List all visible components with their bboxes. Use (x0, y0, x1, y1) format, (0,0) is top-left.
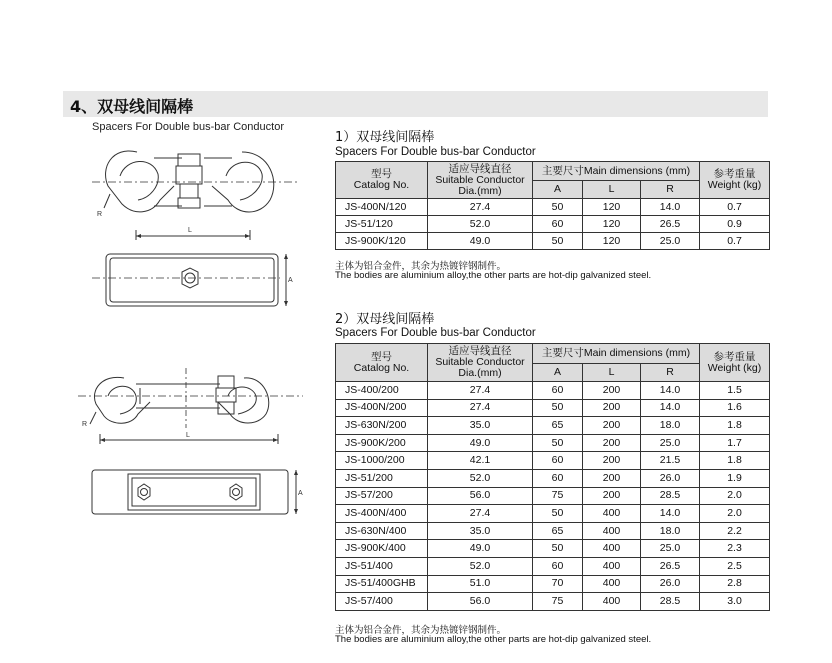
cell-l: 400 (583, 522, 641, 540)
header-dims-en: Main dimensions (mm) (583, 347, 691, 359)
cell-r: 14.0 (641, 505, 700, 523)
cell-model: JS-51/120 (336, 216, 428, 233)
header-model-en: Catalog No. (353, 361, 410, 374)
cell-a: 65 (533, 522, 583, 540)
dim-label-l-2: L (186, 432, 190, 439)
block2-note-en: The bodies are aluminium alloy,the other parts are hot-dip galvanized steel. (335, 634, 652, 645)
cell-a: 60 (533, 382, 583, 400)
header-model-cn: 型号 (371, 350, 392, 363)
cell-l: 120 (583, 233, 641, 250)
table-row (336, 216, 770, 233)
block1-title-en: Spacers For Double bus-bar Conductor (335, 146, 536, 158)
cell-weight: 2.0 (700, 505, 770, 523)
section-title: 4、双母线间隔棒 (70, 97, 194, 116)
cell-weight: 1.9 (700, 469, 770, 487)
cell-model: JS-630N/200 (336, 417, 428, 435)
table-row (336, 575, 770, 593)
cell-r: 25.0 (641, 233, 700, 250)
cell-r: 25.0 (641, 434, 700, 452)
spec-table-120 (335, 161, 770, 250)
cell-model: JS-400/200 (336, 382, 428, 400)
cell-r: 26.5 (641, 216, 700, 233)
cell-a: 60 (533, 557, 583, 575)
cell-weight: 1.8 (700, 452, 770, 470)
cell-a: 60 (533, 469, 583, 487)
cell-dia: 35.0 (428, 417, 533, 435)
cell-weight: 0.7 (700, 233, 770, 250)
cell-r: 14.0 (641, 382, 700, 400)
cell-model: JS-1000/200 (336, 452, 428, 470)
cell-l: 200 (583, 434, 641, 452)
cell-model: JS-51/400GHB (336, 575, 428, 593)
header-dia (428, 162, 533, 199)
block2-title-cn: 2）双母线间隔棒 (335, 312, 435, 327)
cell-dia: 49.0 (428, 233, 533, 250)
cell-a: 50 (533, 199, 583, 216)
cell-a: 75 (533, 593, 583, 611)
header-weight-en: Weight (kg) (707, 361, 762, 374)
cell-weight: 2.3 (700, 540, 770, 558)
cell-r: 26.0 (641, 469, 700, 487)
table-row (336, 505, 770, 523)
cell-r: 25.0 (641, 540, 700, 558)
table-row (336, 399, 770, 417)
header-model-cn: 型号 (371, 168, 392, 180)
cell-l: 200 (583, 487, 641, 505)
cell-dia: 52.0 (428, 469, 533, 487)
cell-a: 60 (533, 452, 583, 470)
table-row (336, 540, 770, 558)
dim-label-r-2: R (82, 421, 88, 428)
cell-r: 14.0 (641, 399, 700, 417)
cell-dia: 35.0 (428, 522, 533, 540)
cell-dia: 49.0 (428, 540, 533, 558)
cell-a: 70 (533, 575, 583, 593)
block1-note-cn: 主体为铝合金件，其余为热镀锌钢制件。 (335, 261, 507, 272)
cell-a: 60 (533, 216, 583, 233)
cell-dia: 27.4 (428, 199, 533, 216)
header-dia-en2: Dia.(mm) (458, 184, 502, 197)
table-row (336, 469, 770, 487)
header-dims (533, 162, 700, 181)
header-dia-en1: Suitable Conductor (435, 173, 525, 186)
header-model-en: Catalog No. (353, 179, 410, 191)
cell-l: 200 (583, 452, 641, 470)
header-dims-cn: 主要尺寸 (541, 347, 584, 359)
spacer-120-top-drawing (92, 248, 302, 312)
cell-weight: 1.5 (700, 382, 770, 400)
cell-r: 26.5 (641, 557, 700, 575)
cell-dia: 27.4 (428, 382, 533, 400)
cell-r: 26.0 (641, 575, 700, 593)
spacer-200-top-drawing (88, 466, 308, 518)
block1-title-cn: 1）双母线间隔棒 (335, 130, 435, 145)
header-dims-cn: 主要尺寸 (541, 164, 584, 177)
cell-a: 50 (533, 434, 583, 452)
header-weight (700, 162, 770, 199)
left-caption: Spacers For Double bus-bar Conductor (92, 121, 284, 133)
table-row (336, 382, 770, 400)
cell-weight: 1.8 (700, 417, 770, 435)
cell-model: JS-57/400 (336, 593, 428, 611)
cell-dia: 27.4 (428, 505, 533, 523)
cell-weight: 2.0 (700, 487, 770, 505)
header-dims-en: Main dimensions (mm) (583, 164, 691, 177)
header-a: A (533, 364, 583, 382)
cell-a: 50 (533, 233, 583, 250)
header-r: R (641, 364, 700, 382)
cell-dia: 56.0 (428, 487, 533, 505)
table-row (336, 417, 770, 435)
cell-model: JS-900K/400 (336, 540, 428, 558)
header-dia-en2: Dia.(mm) (458, 367, 502, 379)
cell-a: 75 (533, 487, 583, 505)
cell-a: 50 (533, 399, 583, 417)
block1-note-en: The bodies are aluminium alloy,the other parts are hot-dip galvanized steel. (335, 270, 652, 281)
cell-dia: 52.0 (428, 216, 533, 233)
cell-a: 50 (533, 505, 583, 523)
header-dia (428, 344, 533, 382)
cell-l: 120 (583, 216, 641, 233)
cell-r: 14.0 (641, 199, 700, 216)
table-row (336, 434, 770, 452)
table-row (336, 199, 770, 216)
dim-label-r: R (97, 211, 103, 218)
cell-model: JS-900K/120 (336, 233, 428, 250)
cell-r: 18.0 (641, 522, 700, 540)
cell-model: JS-900K/200 (336, 434, 428, 452)
header-dia-cn: 适应导线直径 (448, 162, 512, 175)
cell-l: 200 (583, 469, 641, 487)
cell-l: 120 (583, 199, 641, 216)
header-weight-en: Weight (kg) (707, 179, 762, 191)
table-row (336, 593, 770, 611)
cell-model: JS-51/200 (336, 469, 428, 487)
spec-table-200-400 (335, 343, 770, 611)
cell-r: 21.5 (641, 452, 700, 470)
cell-l: 400 (583, 540, 641, 558)
cell-weight: 2.5 (700, 557, 770, 575)
cell-weight: 2.8 (700, 575, 770, 593)
dim-label-l: L (188, 227, 192, 234)
cell-r: 18.0 (641, 417, 700, 435)
cell-l: 400 (583, 505, 641, 523)
table-row (336, 487, 770, 505)
dim-label-a: A (288, 277, 293, 284)
cell-weight: 3.0 (700, 593, 770, 611)
cell-dia: 49.0 (428, 434, 533, 452)
cell-l: 200 (583, 417, 641, 435)
cell-weight: 1.6 (700, 399, 770, 417)
cell-model: JS-51/400 (336, 557, 428, 575)
header-dims (533, 344, 700, 364)
header-weight-cn: 参考重量 (713, 168, 756, 180)
block2-note-cn: 主体为铝合金件，其余为热镀锌钢制件。 (335, 625, 507, 636)
header-l: L (583, 364, 641, 382)
cell-dia: 52.0 (428, 557, 533, 575)
header-l: L (583, 181, 641, 199)
cell-weight: 2.2 (700, 522, 770, 540)
cell-weight: 0.7 (700, 199, 770, 216)
cell-dia: 51.0 (428, 575, 533, 593)
block2-title-en: Spacers For Double bus-bar Conductor (335, 327, 536, 339)
header-model (336, 344, 428, 382)
cell-l: 400 (583, 575, 641, 593)
cell-l: 200 (583, 399, 641, 417)
table-row (336, 452, 770, 470)
cell-model: JS-400N/400 (336, 505, 428, 523)
header-a: A (533, 181, 583, 199)
cell-model: JS-400N/200 (336, 399, 428, 417)
dim-label-a-2: A (298, 490, 303, 497)
cell-dia: 56.0 (428, 593, 533, 611)
cell-model: JS-57/200 (336, 487, 428, 505)
cell-l: 400 (583, 593, 641, 611)
cell-l: 200 (583, 382, 641, 400)
header-dia-cn: 适应导线直径 (448, 345, 512, 357)
header-weight-cn: 参考重量 (713, 350, 756, 363)
cell-model: JS-630N/400 (336, 522, 428, 540)
header-weight (700, 344, 770, 382)
cell-dia: 42.1 (428, 452, 533, 470)
table-row (336, 233, 770, 250)
cell-a: 65 (533, 417, 583, 435)
table-row (336, 557, 770, 575)
header-dia-en1: Suitable Conductor (435, 356, 525, 368)
table-row (336, 522, 770, 540)
spacer-200-side-drawing (78, 368, 303, 448)
cell-l: 400 (583, 557, 641, 575)
cell-weight: 0.9 (700, 216, 770, 233)
cell-model: JS-400N/120 (336, 199, 428, 216)
cell-r: 28.5 (641, 593, 700, 611)
cell-r: 28.5 (641, 487, 700, 505)
header-model (336, 162, 428, 199)
cell-a: 50 (533, 540, 583, 558)
cell-dia: 27.4 (428, 399, 533, 417)
cell-weight: 1.7 (700, 434, 770, 452)
spacer-120-side-drawing (92, 138, 297, 243)
header-r: R (641, 181, 700, 199)
